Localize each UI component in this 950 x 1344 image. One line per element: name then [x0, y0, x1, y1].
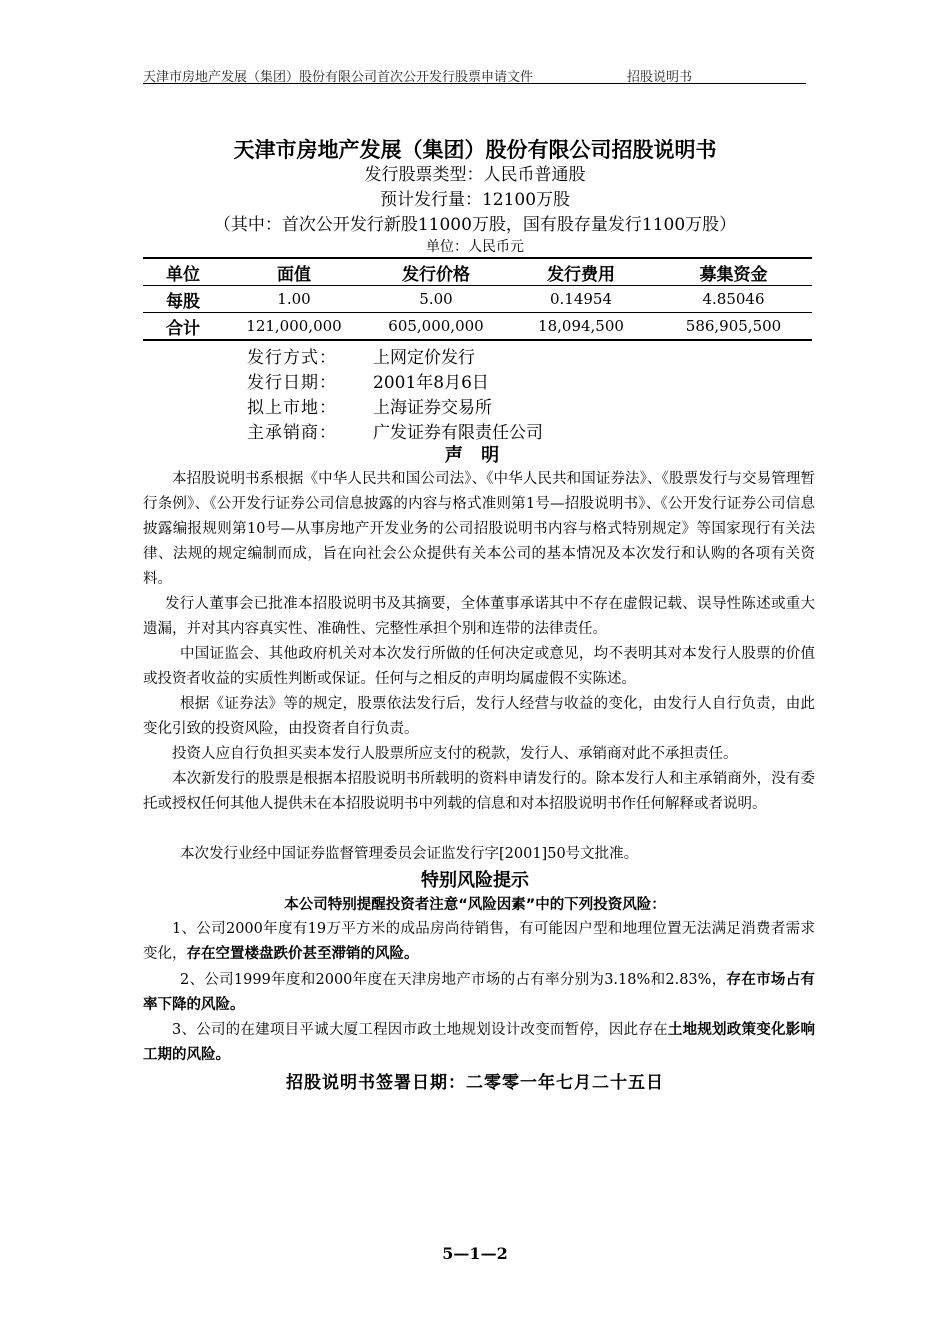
row-label: 每股	[143, 286, 223, 313]
header-rule	[143, 83, 806, 84]
info-label: 拟上市地：	[247, 398, 337, 418]
info-label: 发行日期：	[247, 373, 337, 393]
risk-intro: 本公司特别提醒投资者注意“风险因素”中的下列投资风险：	[284, 897, 666, 913]
risk-item-emphasis: 土地规划政策变化影响工期的风险。	[143, 1022, 815, 1063]
table-cell: 1.00	[223, 286, 365, 313]
running-header-section: 招股说明书	[627, 70, 693, 85]
info-value: 广发证券有限责任公司	[373, 423, 543, 443]
table-cell: 5.00	[365, 286, 507, 313]
risk-item-emphasis: 存在市场占有率下降的风险。	[143, 972, 816, 1013]
info-label: 主承销商：	[247, 423, 337, 443]
info-value: 上网定价发行	[373, 348, 475, 368]
info-issue-date	[247, 368, 489, 393]
info-value: 2001年8月6日	[373, 373, 489, 393]
risk-title: 特别风险提示	[421, 870, 529, 891]
statement-paragraph: 发行人董事会已批准本招股说明书及其摘要，全体董事承诺其中不存在虚假记载、误导性陈述或重大遗漏，并对其内容真实性、准确性、完整性承担个别和连带的法律责任。	[143, 596, 815, 637]
statement-title: 声 明	[444, 445, 506, 466]
table-header-row	[143, 258, 812, 286]
statement-paragraph: 本次发行业经中国证券监督管理委员会证监发行字[2001]50号文批准。	[180, 846, 639, 862]
table-cell: 586,905,500	[655, 313, 812, 341]
issue-note: （其中：首次公开发行新股11000万股，国有股存量发行1100万股）	[213, 215, 737, 235]
risk-item	[143, 968, 815, 1018]
header-cell: 募集资金	[655, 258, 812, 286]
row-label: 合计	[143, 313, 223, 341]
table-cell: 605,000,000	[365, 313, 507, 341]
statement-paragraph: 本招股说明书系根据《中华人民共和国公司法》、《中华人民共和国证券法》、《股票发行与交易管理暂行条例》、《公开发行证券公司信息披露的内容与格式准则第1号—招股说明书》、《公开发行证券公司信息披露编报规则第10号—从事房地产开发业务的公司招股说明书内容与格式特别规定》等国家现行有关法律、法规的规定编制而成，旨在向社会公众提供有关本公司的基本情况及本次发行和认购的各项有关资料。	[143, 471, 815, 587]
table-cell: 18,094,500	[507, 313, 655, 341]
statement-paragraph: 本次新发行的股票是根据本招股说明书所载明的资料申请发行的。除本发行人和主承销商外，没有委托或授权任何其他人提供未在本招股说明书中列载的信息和对本招股说明书作任何解释或者说明。	[143, 771, 815, 812]
risk-item	[143, 1018, 815, 1068]
running-header-title: 天津市房地产发展（集团）股份有限公司首次公开发行股票申请文件	[143, 70, 534, 85]
issue-volume: 预计发行量：12100万股	[379, 190, 571, 210]
unit-label: 单位：人民币元	[426, 239, 524, 255]
table-row	[143, 313, 812, 341]
sign-date: 招股说明书签署日期：二零零一年七月二十五日	[286, 1073, 664, 1093]
statement-paragraph: 投资人应自行负担买卖本发行人股票所应支付的税款，发行人、承销商对此不承担责任。	[172, 746, 738, 762]
risk-item	[143, 917, 815, 967]
info-listing-venue	[247, 393, 492, 418]
table-row	[143, 286, 812, 313]
statement-paragraph: 根据《证券法》等的规定，股票依法发行后，发行人经营与收益的变化，由发行人自行负责，由此变化引致的投资风险，由投资者自行负责。	[143, 696, 815, 737]
stock-type: 发行股票类型：人民币普通股	[364, 165, 586, 185]
info-label: 发行方式：	[247, 348, 337, 368]
document-title: 天津市房地产发展（集团）股份有限公司招股说明书	[233, 138, 717, 162]
info-lead-underwriter	[247, 418, 543, 443]
statement-paragraph: 中国证监会、其他政府机关对本次发行所做的任何决定或意见，均不表明其对本发行人股票的价值或投资者收益的实质性判断或保证。任何与之相反的声明均属虚假不实陈述。	[143, 646, 815, 687]
info-issue-method	[247, 343, 475, 368]
risk-item-text: 2、公司1999年度和2000年度在天津房地产市场的占有率分别为3.18%和2.83%，	[180, 972, 727, 988]
table-cell: 121,000,000	[223, 313, 365, 341]
risk-item-emphasis: 存在空置楼盘跌价甚至滞销的风险。	[186, 946, 419, 962]
risk-item-text: 3、公司的在建项目平诚大厦工程因市政土地规划设计改变而暂停，因此存在	[172, 1022, 668, 1038]
page-number: 5—1—2	[442, 1244, 508, 1263]
header-cell: 单位	[143, 258, 223, 286]
info-value: 上海证券交易所	[373, 398, 492, 418]
risk-item-text: 1、公司2000年度有19万平方米的成品房尚待销售，有可能因户型和地理位置无法满足消费者需求变化，	[143, 921, 815, 962]
issue-table	[143, 257, 812, 341]
table-cell: 4.85046	[655, 286, 812, 313]
header-cell: 面值	[223, 258, 365, 286]
table-cell: 0.14954	[507, 286, 655, 313]
header-cell: 发行费用	[507, 258, 655, 286]
header-cell: 发行价格	[365, 258, 507, 286]
